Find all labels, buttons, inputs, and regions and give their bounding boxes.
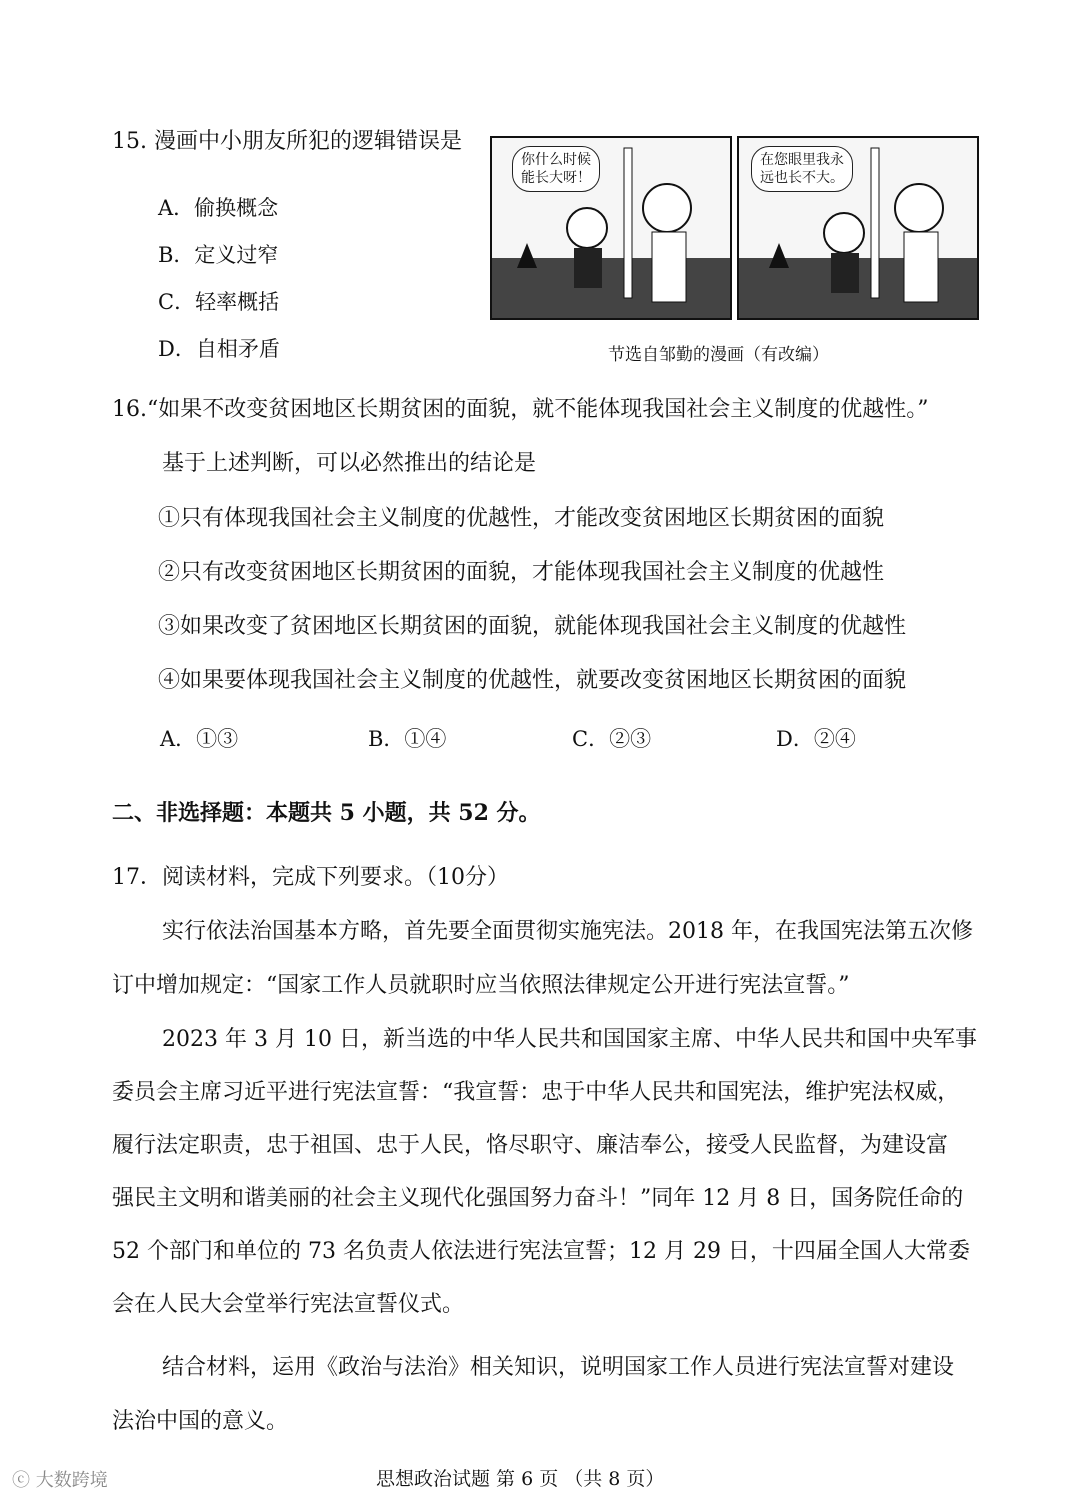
q16-lead: 基于上述判断，可以必然推出的结论是 [162, 451, 537, 476]
q17-para2-line-5: 52 个部门和单位的 73 名负责人依法进行宪法宣誓；12 月 29 日，十四届全国人大常委 [112, 1239, 970, 1264]
comic-panel-1 [490, 136, 732, 320]
page-footer: 思想政治试题 第 6 页 （共 8 页） [376, 1468, 665, 1490]
logo-text: 大数跨境 [35, 1470, 108, 1491]
q17-para1-line-2: 订中增加规定：“国家工作人员就职时应当依照法律规定公开进行宪法宣誓。” [112, 973, 850, 998]
q15-stem: 15. 漫画中小朋友所犯的逻辑错误是 [112, 129, 462, 154]
comic-bubble-1 [512, 146, 600, 192]
q16-stem: 16.“如果不改变贫困地区长期贫困的面貌，就不能体现我国社会主义制度的优越性。” [112, 397, 929, 422]
q17-task-line-1: 结合材料，运用《政治与法治》相关知识，说明国家工作人员进行宪法宣誓对建设 [162, 1355, 955, 1380]
comic-panel-2 [737, 136, 979, 320]
q16-option-b: B．①④ [368, 727, 447, 751]
q15-option-b: B．定义过窄 [158, 243, 279, 267]
q15-option-d: D．自相矛盾 [158, 337, 280, 361]
comic-bubble-2-line-2: 远也长不大。 [760, 170, 844, 186]
q17-para1-line-1: 实行依法治国基本方略，首先要全面贯彻实施宪法。2018 年，在我国宪法第五次修 [162, 919, 973, 944]
q16-item-1: ①只有体现我国社会主义制度的优越性，才能改变贫困地区长期贫困的面貌 [158, 506, 885, 531]
q15-option-c: C．轻率概括 [158, 290, 280, 314]
comic-bubble-2-line-1: 在您眼里我永 [760, 152, 844, 168]
q17-para2-line-6: 会在人民大会堂举行宪法宣誓仪式。 [112, 1292, 465, 1317]
q16-item-2: ②只有改变贫困地区长期贫困的面貌，才能体现我国社会主义制度的优越性 [158, 560, 885, 585]
q15-option-a: A．偷换概念 [158, 196, 279, 220]
brand-logo [12, 1466, 108, 1492]
q16-option-c: C．②③ [572, 727, 652, 751]
comic-bubble-1-line-1: 你什么时候 [521, 152, 591, 168]
section-2-heading: 二、非选择题：本题共 5 小题，共 52 分。 [112, 800, 541, 826]
q16-item-3: ③如果改变了贫困地区长期贫困的面貌，就能体现我国社会主义制度的优越性 [158, 614, 907, 639]
comic-bubble-2 [751, 146, 853, 192]
q17-para2-line-3: 履行法定职责，忠于祖国、忠于人民，恪尽职守、廉洁奉公，接受人民监督，为建设富 [112, 1133, 949, 1158]
q16-item-4: ④如果要体现我国社会主义制度的优越性，就要改变贫困地区长期贫困的面貌 [158, 668, 907, 693]
q17-para2-line-2: 委员会主席习近平进行宪法宣誓：“我宣誓：忠于中华人民共和国宪法，维护宪法权威， [112, 1080, 960, 1105]
comic-bubble-1-line-2: 能长大呀！ [521, 170, 591, 186]
logo-icon: ⓒ [12, 1470, 30, 1491]
comic-caption: 节选自邹勤的漫画（有改编） [608, 345, 829, 365]
q16-option-d: D．②④ [776, 727, 856, 751]
q17-para2-line-4: 强民主文明和谐美丽的社会主义现代化强国努力奋斗！”同年 12 月 8 日，国务院任命的 [112, 1186, 964, 1211]
q16-option-a: A．①③ [160, 727, 239, 751]
q17-para2-line-1: 2023 年 3 月 10 日，新当选的中华人民共和国国家主席、中华人民共和国中央军事 [162, 1027, 977, 1052]
q17-stem: 17．阅读材料，完成下列要求。（10分） [112, 865, 509, 890]
q17-task-line-2: 法治中国的意义。 [112, 1409, 289, 1434]
